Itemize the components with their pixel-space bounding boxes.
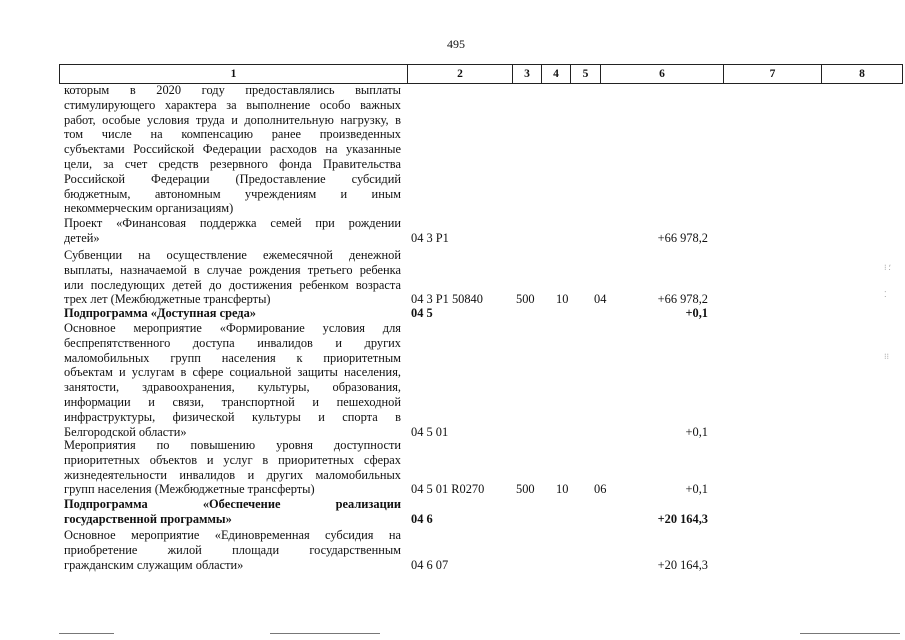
amount-value: +20 164,3 <box>657 511 708 526</box>
description-line: некоммерческим организациям) <box>64 201 234 216</box>
header-col-4: 4 <box>542 65 571 83</box>
row-description <box>64 216 401 246</box>
budget-classification-code: 04 5 01 R0270 <box>411 482 485 497</box>
section-code: 10 <box>556 292 569 307</box>
amount-value: +66 978,2 <box>657 292 708 307</box>
budget-classification-code: 04 6 <box>411 511 433 526</box>
description-line: которым в 2020 году предоставлялись выплаты <box>64 83 401 97</box>
scan-mark: ⁝⁝ <box>884 352 890 361</box>
header-col-5: 5 <box>571 65 601 83</box>
expense-type-code: 500 <box>516 482 535 497</box>
budget-classification-code: 04 6 07 <box>411 557 449 572</box>
description-line: Основное мероприятие «Формирование условия для <box>64 321 401 335</box>
description-line: объектам и услугам в сфере социальной защиты населения, <box>64 365 401 380</box>
section-code: 10 <box>556 482 569 497</box>
description-line: приоритетных объектов и услуг в приоритетных сферах <box>64 452 401 467</box>
description-line: субъектами Российской Федерации расходов на указанные <box>64 142 401 157</box>
description-line: детей» <box>64 230 100 245</box>
budget-classification-code: 04 3 P1 <box>411 230 449 245</box>
header-col-8: 8 <box>859 68 865 80</box>
description-line: инфраструктуры, физической культуры и спорта в <box>64 409 401 424</box>
description-line: стимулирующего характера за выполнение особо важных <box>64 97 401 112</box>
table-header <box>59 64 903 84</box>
row-description <box>64 438 401 497</box>
description-line: Белгородской области» <box>64 424 187 439</box>
amount-value: +66 978,2 <box>657 230 708 245</box>
header-col-2: 2 <box>408 65 513 83</box>
description-line: бюджетным, автономным учреждениям и иным <box>64 186 401 201</box>
row-description <box>64 83 401 216</box>
amount-value: +0,1 <box>685 424 708 439</box>
description-line: Российской Федерации (Предоставление субсидий <box>64 171 401 186</box>
description-line: Подпрограмма «Обеспечение реализации <box>64 497 401 511</box>
description-line: цели, за счет средств резервного фонда Правительства <box>64 156 401 171</box>
budget-classification-code: 04 3 P1 50840 <box>411 292 483 307</box>
description-line: Субвенции на осуществление ежемесячной денежной <box>64 248 401 262</box>
description-line: информации и связи, транспортной и пешеходной <box>64 394 401 409</box>
description-line: Основное мероприятие «Единовременная субсидия на <box>64 528 401 542</box>
scan-mark: ⁝ ⸵ <box>884 263 891 272</box>
description-line: групп населения (Межбюджетные трансферты) <box>64 482 315 497</box>
description-line: беспрепятственного доступа инвалидов и других <box>64 335 401 350</box>
expense-type-code: 500 <box>516 292 535 307</box>
row-description <box>64 497 401 527</box>
description-line: или последующих детей до достижения ребенком возраста <box>64 277 401 292</box>
budget-classification-code: 04 5 01 <box>411 424 449 439</box>
header-col-3: 3 <box>513 65 542 83</box>
scan-mark: ⁚ <box>884 290 887 299</box>
scan-border-line <box>800 633 900 634</box>
header-col-6: 6 <box>601 65 724 83</box>
budget-classification-code: 04 5 <box>411 306 433 320</box>
description-line: Проект «Финансовая поддержка семей при рождении <box>64 216 401 230</box>
amount-value: +0,1 <box>685 482 708 497</box>
row-description <box>64 528 401 572</box>
row-description <box>64 306 401 321</box>
description-line: выплаты, назначаемой в случае рождения третьего ребенка <box>64 262 401 277</box>
header-col-7: 7 <box>724 65 822 83</box>
description-line: том числе на компенсацию ранее произведенных <box>64 127 401 142</box>
description-line: жизнедеятельности инвалидов и других маломобильных <box>64 467 401 482</box>
amount-value: +20 164,3 <box>657 557 708 572</box>
subsection-code: 06 <box>594 482 607 497</box>
description-line: работ, особые условия труда и дополнительную нагрузку, в <box>64 112 401 127</box>
description-line: занятости, здравоохранения, культуры, образования, <box>64 380 401 395</box>
scan-border-line <box>59 633 114 634</box>
description-line: трех лет (Межбюджетные трансферты) <box>64 292 271 307</box>
scan-border-line <box>270 633 380 634</box>
description-line: приобретение жилой площади государственным <box>64 542 401 557</box>
description-line: гражданским служащим области» <box>64 557 244 572</box>
page-number: 495 <box>447 37 465 51</box>
description-line: государственной программы» <box>64 511 232 526</box>
header-col-1: 1 <box>60 65 408 83</box>
row-description <box>64 321 401 439</box>
amount-value: +0,1 <box>685 306 708 320</box>
row-description <box>64 248 401 307</box>
subsection-code: 04 <box>594 292 607 307</box>
description-line: маломобильных групп населения к приоритетным <box>64 350 401 365</box>
description-line: Мероприятия по повышению уровня доступности <box>64 438 401 452</box>
description-line: Подпрограмма «Доступная среда» <box>64 306 256 320</box>
